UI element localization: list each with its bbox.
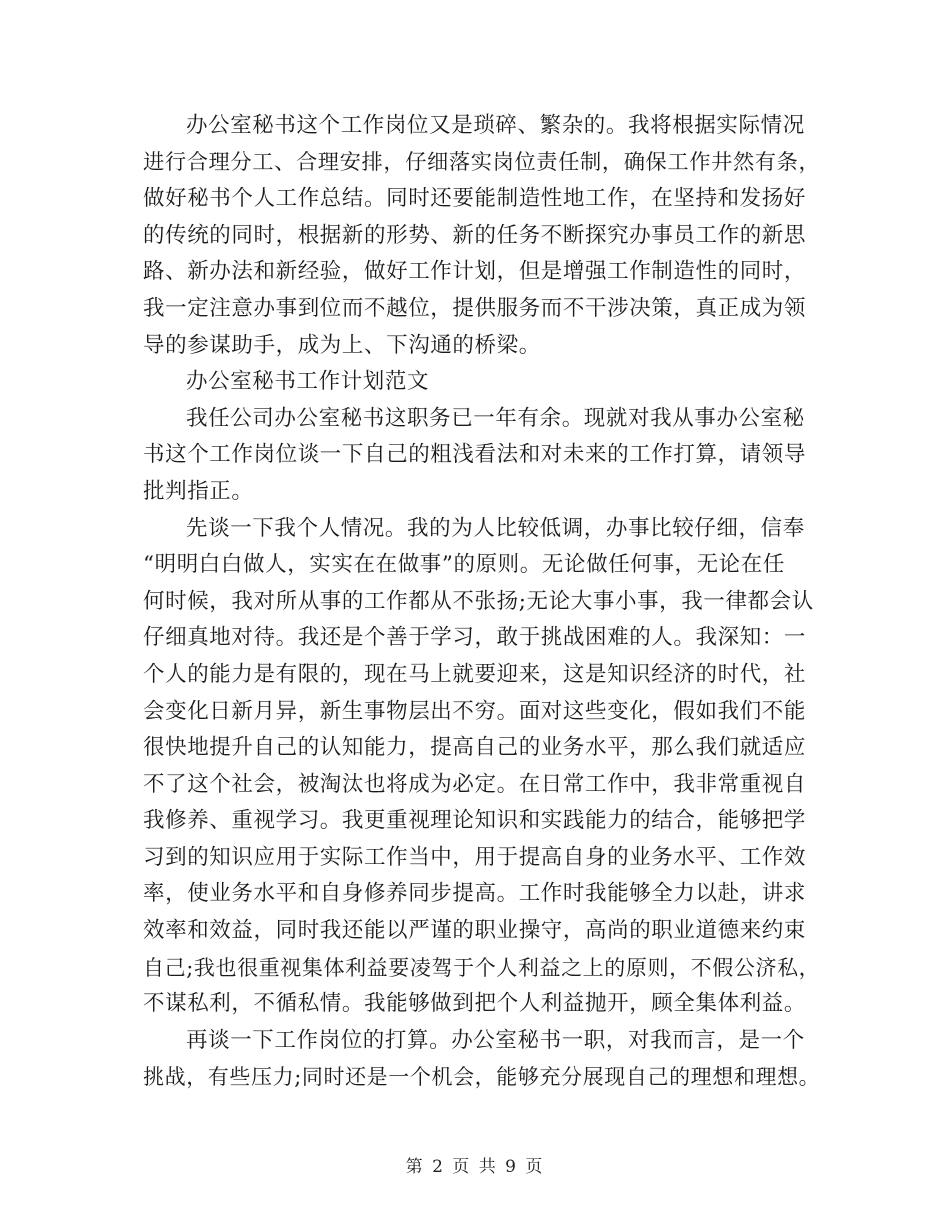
text-line: 批判指正。 (143, 478, 254, 504)
text-line: 我修养、重视学习。我更重视理论知识和实践能力的结合，能够把学 (143, 808, 807, 834)
text-line: 我任公司办公室秘书这职务已一年有余。现就对我从事办公室秘 (186, 405, 805, 431)
text-line: 很快地提升自己的认知能力，提高自己的业务水平，那么我们就适应 (143, 735, 807, 761)
text-line: 仔细真地对待。我还是个善于学习，敢于挑战困难的人。我深知：一 (143, 625, 807, 651)
text-line: “明明白白做人，实实在在做事”的原则。无论做任何事，无论在任 (143, 552, 785, 578)
text-line: 再谈一下工作岗位的打算。办公室秘书一职，对我而言，是一个 (186, 1027, 805, 1053)
text-line: 我一定注意办事到位而不越位，提供服务而不干涉决策，真正成为领 (143, 295, 807, 321)
text-line: 率，使业务水平和自身修养同步提高。工作时我能够全力以赴，讲求 (143, 881, 807, 907)
page-number-footer: 第 2 页 共 9 页 (405, 1157, 545, 1177)
text-line: 个人的能力是有限的，现在马上就要迎来，这是知识经济的时代，社 (143, 661, 807, 687)
text-line: 效率和效益，同时我还能以严谨的职业操守，高尚的职业道德来约束 (143, 918, 807, 944)
text-line: 先谈一下我个人情况。我的为人比较低调，办事比较仔细，信奉 (186, 515, 805, 541)
text-line: 自己;我也很重视集体利益要凌驾于个人利益之上的原则，不假公济私， (143, 955, 821, 980)
text-line: 会变化日新月异，新生事物层出不穷。面对这些变化，假如我们不能 (143, 698, 807, 724)
text-line: 办公室秘书工作计划范文 (186, 369, 430, 395)
text-line: 路、新办法和新经验，做好工作计划，但是增强工作制造性的同时， (143, 259, 807, 285)
text-line: 的传统的同时，根据新的形势、新的任务不断探究办事员工作的新思 (143, 222, 807, 248)
text-line: 习到的知识应用于实际工作当中，用于提高自身的业务水平、工作效 (143, 844, 807, 870)
text-line: 导的参谋助手，成为上、下沟通的桥梁。 (143, 332, 541, 358)
text-line: 进行合理分工、合理安排，仔细落实岗位责任制，确保工作井然有条， (143, 149, 821, 175)
text-line: 何时候，我对所从事的工作都从不张扬;无论大事小事，我一律都会认 (143, 588, 814, 614)
document-body (143, 108, 823, 1096)
text-line: 做好秘书个人工作总结。同时还要能制造性地工作，在坚持和发扬好 (143, 186, 807, 212)
text-line: 不了这个社会，被淘汰也将成为必定。在日常工作中，我非常重视自 (143, 771, 807, 797)
text-line: 书这个工作岗位谈一下自己的粗浅看法和对未来的工作打算，请领导 (143, 442, 807, 468)
text-line: 办公室秘书这个工作岗位又是琐碎、繁杂的。我将根据实际情况 (186, 113, 805, 138)
text-line: 不谋私利，不循私情。我能够做到把个人利益抛开，顾全集体利益。 (143, 991, 807, 1017)
text-line: 挑战，有些压力;同时还是一个机会，能够充分展现自己的理想和理想。 (143, 1065, 821, 1090)
